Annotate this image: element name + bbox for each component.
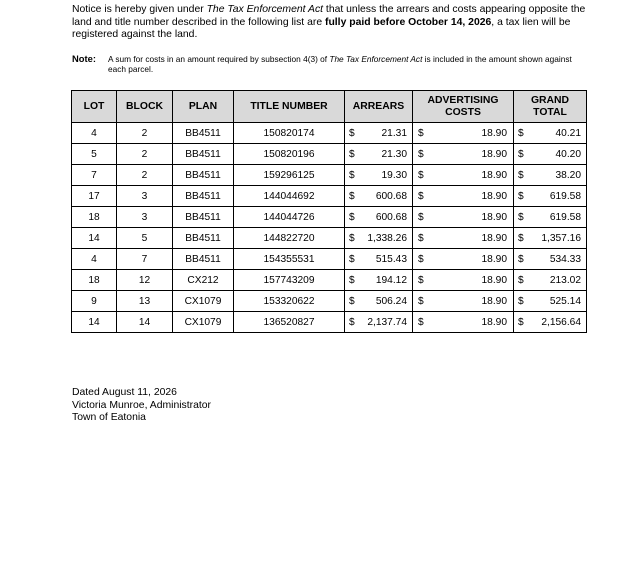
header-block: BLOCK — [117, 91, 173, 123]
cell-lot: 7 — [72, 165, 117, 186]
header-grand-total — [514, 91, 587, 123]
cell-title-number: 144822720 — [234, 228, 345, 249]
cell-advertising-costs-value — [413, 317, 513, 328]
table-row — [72, 207, 587, 228]
amount: 515.43 — [375, 253, 407, 265]
cell-block: 2 — [117, 144, 173, 165]
cell-block: 3 — [117, 186, 173, 207]
notice-text-3: , a tax lien will be registered against the land. — [72, 16, 571, 40]
amount: 213.02 — [549, 274, 581, 286]
amount: 1,338.26 — [367, 232, 407, 244]
amount: 21.30 — [381, 148, 407, 160]
table-row — [72, 165, 587, 186]
amount: 19.30 — [381, 169, 407, 181]
cell-block: 13 — [117, 291, 173, 312]
cell-lot: 14 — [72, 312, 117, 333]
cell-block: 14 — [117, 312, 173, 333]
cell-block: 7 — [117, 249, 173, 270]
table-row — [72, 312, 587, 333]
cell-grand-total — [514, 144, 587, 165]
cell-grand-total-value — [514, 212, 586, 223]
header-advertising-line-1: ADVERTISING — [427, 94, 499, 106]
cell-arrears — [345, 228, 413, 249]
amount: 18.90 — [481, 295, 507, 307]
currency-symbol: $ — [418, 253, 424, 265]
cell-grand-total-value — [514, 233, 586, 244]
table-row — [72, 144, 587, 165]
cell-grand-total-value — [514, 275, 586, 286]
currency-symbol: $ — [349, 274, 355, 286]
currency-symbol: $ — [418, 232, 424, 244]
cell-title-number: 144044726 — [234, 207, 345, 228]
cell-lot: 18 — [72, 207, 117, 228]
cell-grand-total — [514, 165, 587, 186]
notice-paragraph — [72, 4, 592, 42]
currency-symbol: $ — [518, 295, 524, 307]
cell-block: 5 — [117, 228, 173, 249]
cell-title-number: 144044692 — [234, 186, 345, 207]
notice-deadline: fully paid before October 14, 2026 — [324, 16, 492, 28]
currency-symbol: $ — [418, 190, 424, 202]
cell-block: 2 — [117, 165, 173, 186]
cell-title-number: 153320622 — [234, 291, 345, 312]
currency-symbol: $ — [518, 169, 524, 181]
amount: 40.21 — [555, 127, 581, 139]
notice-text-1: Notice is hereby given under — [72, 4, 207, 15]
table-row — [72, 270, 587, 291]
table-row — [72, 186, 587, 207]
amount: 506.24 — [375, 295, 407, 307]
cell-advertising-costs-value — [413, 191, 513, 202]
cell-grand-total-value — [514, 191, 586, 202]
cell-plan: BB4511 — [173, 249, 234, 270]
amount: 18.90 — [481, 253, 507, 265]
cell-advertising-costs — [413, 228, 514, 249]
table-row — [72, 249, 587, 270]
cell-arrears-value — [345, 233, 412, 244]
cell-arrears — [345, 165, 413, 186]
cell-plan: BB4511 — [173, 207, 234, 228]
header-grand-line-1: GRAND — [530, 94, 570, 106]
cell-grand-total-value — [514, 317, 586, 328]
cell-block: 2 — [117, 123, 173, 144]
signer-line: Victoria Munroe, Administrator — [72, 399, 211, 411]
cell-arrears — [345, 270, 413, 291]
cell-grand-total-value — [514, 170, 586, 181]
amount: 18.90 — [481, 232, 507, 244]
cell-advertising-costs — [413, 186, 514, 207]
cell-advertising-costs — [413, 312, 514, 333]
note-act-name: The Tax Enforcement Act — [329, 54, 423, 64]
cell-grand-total — [514, 207, 587, 228]
table-row — [72, 123, 587, 144]
currency-symbol: $ — [518, 274, 524, 286]
cell-advertising-costs-value — [413, 212, 513, 223]
cell-arrears-value — [345, 254, 412, 265]
currency-symbol: $ — [518, 127, 524, 139]
cell-arrears-value — [345, 275, 412, 286]
cell-lot: 9 — [72, 291, 117, 312]
amount: 38.20 — [555, 169, 581, 181]
amount: 534.33 — [549, 253, 581, 265]
cell-plan: CX1079 — [173, 291, 234, 312]
cell-advertising-costs — [413, 144, 514, 165]
cell-title-number: 136520827 — [234, 312, 345, 333]
cell-arrears-value — [345, 296, 412, 307]
amount: 600.68 — [375, 190, 407, 202]
cell-grand-total — [514, 186, 587, 207]
currency-symbol: $ — [349, 190, 355, 202]
cell-advertising-costs — [413, 270, 514, 291]
cell-arrears-value — [345, 317, 412, 328]
currency-symbol: $ — [349, 127, 355, 139]
amount: 600.68 — [375, 211, 407, 223]
cell-title-number: 150820174 — [234, 123, 345, 144]
note-text — [108, 54, 592, 74]
cell-advertising-costs — [413, 249, 514, 270]
cell-plan: BB4511 — [173, 186, 234, 207]
cell-advertising-costs-value — [413, 296, 513, 307]
currency-symbol: $ — [518, 253, 524, 265]
table-row — [72, 291, 587, 312]
currency-symbol: $ — [518, 148, 524, 160]
notice-text-2: that unless the arrears and costs appearing opposite the land and title number described in the following list are — [72, 4, 586, 28]
amount: 18.90 — [481, 127, 507, 139]
currency-symbol: $ — [349, 211, 355, 223]
cell-grand-total-value — [514, 128, 586, 139]
cell-grand-total — [514, 291, 587, 312]
currency-symbol: $ — [349, 148, 355, 160]
amount: 18.90 — [481, 190, 507, 202]
cell-lot: 18 — [72, 270, 117, 291]
note-text-2: is included in the amount shown against each parcel. — [108, 54, 572, 74]
town-line: Town of Eatonia — [72, 412, 146, 423]
cell-arrears — [345, 186, 413, 207]
cell-advertising-costs-value — [413, 149, 513, 160]
cell-title-number: 157743209 — [234, 270, 345, 291]
currency-symbol: $ — [418, 169, 424, 181]
cell-plan: BB4511 — [173, 228, 234, 249]
note-label: Note: — [72, 53, 96, 64]
amount: 619.58 — [549, 211, 581, 223]
amount: 619.58 — [549, 190, 581, 202]
cell-arrears-value — [345, 212, 412, 223]
cell-arrears-value — [345, 128, 412, 139]
cell-advertising-costs-value — [413, 170, 513, 181]
cell-plan: CX1079 — [173, 312, 234, 333]
cell-lot: 4 — [72, 123, 117, 144]
cell-arrears-value — [345, 191, 412, 202]
signature-block — [72, 387, 211, 425]
cell-arrears-value — [345, 149, 412, 160]
currency-symbol: $ — [518, 316, 524, 328]
tax-lien-table — [71, 90, 587, 333]
cell-plan: BB4511 — [173, 123, 234, 144]
header-lot: LOT — [72, 91, 117, 123]
currency-symbol: $ — [418, 127, 424, 139]
currency-symbol: $ — [349, 253, 355, 265]
amount: 21.31 — [381, 127, 407, 139]
currency-symbol: $ — [349, 295, 355, 307]
cell-lot: 4 — [72, 249, 117, 270]
cell-grand-total — [514, 249, 587, 270]
currency-symbol: $ — [418, 211, 424, 223]
table-row — [72, 228, 587, 249]
cell-title-number: 159296125 — [234, 165, 345, 186]
dated-line: Dated August 11, 2026 — [72, 387, 177, 398]
cell-grand-total-value — [514, 149, 586, 160]
cell-arrears — [345, 123, 413, 144]
cell-plan: BB4511 — [173, 144, 234, 165]
currency-symbol: $ — [518, 232, 524, 244]
cell-lot: 17 — [72, 186, 117, 207]
amount: 1,357.16 — [541, 232, 581, 244]
currency-symbol: $ — [349, 232, 355, 244]
header-advertising-costs — [413, 91, 514, 123]
cell-grand-total-value — [514, 254, 586, 265]
cell-arrears — [345, 291, 413, 312]
cell-grand-total — [514, 228, 587, 249]
cell-arrears-value — [345, 170, 412, 181]
cell-plan: BB4511 — [173, 165, 234, 186]
note-text-1: A sum for costs in an amount required by subsection 4(3) of — [108, 54, 330, 64]
header-plan: PLAN — [173, 91, 234, 123]
amount: 2,137.74 — [367, 316, 407, 328]
amount: 40.20 — [555, 148, 581, 160]
table-body — [72, 123, 587, 333]
cell-advertising-costs — [413, 165, 514, 186]
amount: 525.14 — [549, 295, 581, 307]
currency-symbol: $ — [418, 316, 424, 328]
currency-symbol: $ — [349, 169, 355, 181]
currency-symbol: $ — [418, 295, 424, 307]
cell-advertising-costs-value — [413, 275, 513, 286]
amount: 2,156.64 — [541, 316, 581, 328]
cell-title-number: 154355531 — [234, 249, 345, 270]
amount: 18.90 — [481, 274, 507, 286]
cell-arrears — [345, 249, 413, 270]
currency-symbol: $ — [418, 148, 424, 160]
amount: 18.90 — [481, 169, 507, 181]
table-header-row — [72, 91, 587, 123]
currency-symbol: $ — [418, 274, 424, 286]
currency-symbol: $ — [518, 190, 524, 202]
header-arrears: ARREARS — [345, 91, 413, 123]
cell-advertising-costs — [413, 291, 514, 312]
costs-note — [72, 54, 592, 74]
header-grand-line-2: TOTAL — [533, 106, 567, 118]
cell-advertising-costs — [413, 123, 514, 144]
header-title-number: TITLE NUMBER — [234, 91, 345, 123]
cell-grand-total — [514, 312, 587, 333]
amount: 18.90 — [481, 148, 507, 160]
amount: 18.90 — [481, 316, 507, 328]
cell-advertising-costs-value — [413, 233, 513, 244]
notice-act-name: The Tax Enforcement Act — [206, 4, 324, 15]
cell-lot: 14 — [72, 228, 117, 249]
cell-arrears — [345, 144, 413, 165]
cell-plan: CX212 — [173, 270, 234, 291]
cell-block: 3 — [117, 207, 173, 228]
currency-symbol: $ — [518, 211, 524, 223]
cell-advertising-costs-value — [413, 254, 513, 265]
cell-advertising-costs-value — [413, 128, 513, 139]
cell-arrears — [345, 207, 413, 228]
cell-lot: 5 — [72, 144, 117, 165]
cell-grand-total — [514, 123, 587, 144]
currency-symbol: $ — [349, 316, 355, 328]
amount: 194.12 — [375, 274, 407, 286]
cell-arrears — [345, 312, 413, 333]
cell-grand-total-value — [514, 296, 586, 307]
cell-block: 12 — [117, 270, 173, 291]
cell-grand-total — [514, 270, 587, 291]
header-advertising-line-2: COSTS — [445, 106, 481, 118]
cell-advertising-costs — [413, 207, 514, 228]
cell-title-number: 150820196 — [234, 144, 345, 165]
amount: 18.90 — [481, 211, 507, 223]
